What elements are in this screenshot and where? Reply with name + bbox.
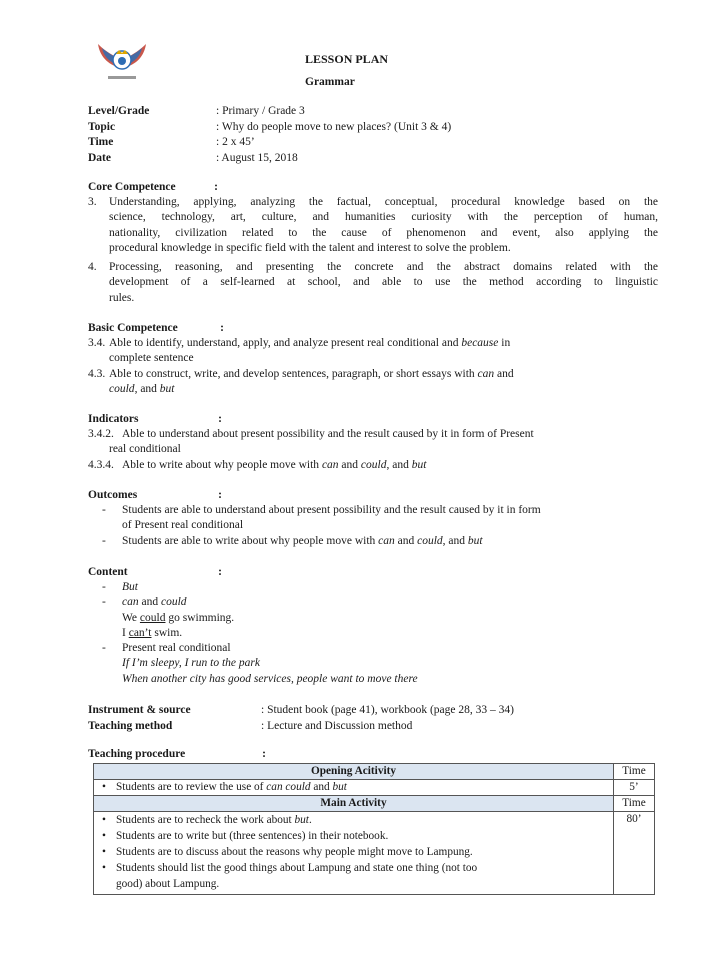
main-activity-cell	[94, 812, 614, 895]
section-colon: :	[218, 489, 222, 501]
italic-term: can	[122, 596, 139, 609]
text-line: rules.	[109, 291, 135, 304]
outcome-item-2	[88, 534, 658, 549]
table-row	[94, 796, 655, 812]
text-line: procedural knowledge in specific field with the talent and interest to solve the problem.	[109, 241, 511, 254]
info-value: : August 15, 2018	[216, 151, 298, 164]
text-line: nationality, civilization related to the cause of phenomenon and event, also applying the	[109, 226, 658, 239]
list-item: • Students are to write but (three sentences) in their notebook.	[98, 828, 609, 844]
opening-time-cell: 5’	[614, 780, 655, 796]
info-value: : Why do people move to new places? (Unit 3 & 4)	[216, 120, 452, 133]
text-span: go swimming.	[165, 611, 235, 624]
text-span: swim.	[151, 626, 183, 639]
italic-term: but	[467, 535, 483, 547]
section-heading: Basic Competence	[88, 322, 178, 334]
table-row	[94, 812, 655, 895]
text-line: Students are able to understand about present possibility and the result caused by it in form	[122, 504, 541, 516]
item-number: 4.	[88, 261, 97, 273]
time-header: Time	[614, 764, 655, 780]
opening-activity-cell	[94, 780, 614, 796]
info-value: : 2 x 45’	[216, 136, 255, 148]
text-span: and	[394, 535, 418, 547]
text-line: Processing, reasoning, and presenting the concrete and the abstract domains related with the	[109, 261, 658, 273]
section-colon: :	[218, 413, 222, 425]
dash-bullet: -	[102, 581, 106, 593]
text-span: and	[138, 596, 161, 609]
dash-bullet: -	[102, 535, 106, 547]
text-line: of Present real conditional	[122, 519, 244, 532]
dash-bullet: -	[102, 504, 106, 516]
underlined-term: can’t	[128, 626, 152, 639]
section-heading: Teaching procedure	[88, 748, 186, 760]
italic-term: can could	[266, 781, 311, 793]
italic-term: could	[360, 459, 387, 471]
indicator-item-2	[88, 458, 658, 473]
text-span: I	[122, 626, 129, 639]
dash-bullet: -	[102, 642, 106, 655]
content-list	[88, 580, 658, 687]
text-span: .	[308, 814, 312, 826]
italic-term: but	[332, 781, 347, 793]
teaching-procedure-table	[93, 763, 655, 895]
info-key: Time	[88, 136, 114, 148]
indicator-item-1	[88, 427, 658, 458]
text-span: Students should list the good things about Lampung and state one thing (not too	[116, 862, 478, 874]
item-number: 4.3.4.	[88, 459, 114, 471]
info-key: Instrument & source	[88, 704, 191, 716]
example-sentence: When another city has good services, people want to move there	[122, 672, 418, 685]
table-row	[94, 780, 655, 796]
teaching-procedure-heading	[88, 747, 266, 762]
text-line: complete sentence	[109, 352, 194, 365]
lesson-info	[88, 104, 451, 166]
text-span: , and	[442, 535, 468, 547]
document-title: LESSON PLAN	[305, 52, 389, 66]
text-span: , and	[134, 383, 160, 396]
list-item	[98, 860, 609, 892]
item-number: 4.3.	[88, 368, 106, 380]
text-span: good) about Lampung.	[116, 878, 220, 890]
text-span: and	[338, 459, 361, 471]
content-heading	[88, 565, 222, 580]
text-span: , and	[386, 459, 412, 471]
italic-term: because	[461, 337, 499, 349]
info-row-date	[88, 151, 451, 167]
italic-term: But	[122, 581, 138, 593]
text-span: Present real conditional	[122, 642, 231, 655]
section-heading: Content	[88, 566, 128, 578]
text-span: and	[494, 368, 514, 380]
text-line: science, technology, art, culture, and humanities curiosity with the perception of human,	[109, 211, 658, 224]
info-key: Level/Grade	[88, 105, 150, 117]
example-sentence	[88, 611, 658, 626]
text-span: Students are to review the use of	[116, 781, 267, 793]
item-number: 3.4.	[88, 337, 106, 349]
info-key: Date	[88, 151, 111, 164]
main-time-cell: 80’	[614, 812, 655, 895]
section-heading: Indicators	[88, 413, 139, 425]
text-span: Able to construct, write, and develop sentences, paragraph, or short essays with	[109, 368, 478, 380]
text-span: and	[310, 781, 333, 793]
section-colon: :	[214, 181, 218, 193]
italic-term: but	[294, 814, 309, 826]
info-row-time	[88, 135, 451, 151]
time-header: Time	[614, 796, 655, 812]
italic-term: but	[411, 459, 427, 471]
italic-term: can	[378, 535, 395, 547]
basic-competence-item-1	[88, 336, 648, 367]
text-line: Understanding, applying, analyzing the factual, conceptual, procedural knowledge based on the	[109, 196, 658, 208]
list-item: • Students are to discuss about the reasons why people might move to Lampung.	[98, 844, 609, 860]
indicators-heading	[88, 412, 222, 427]
dash-bullet: -	[102, 596, 106, 609]
basic-competence-heading	[88, 321, 224, 336]
info-value: : Lecture and Discussion method	[261, 719, 413, 732]
text-span: Able to write about why people move with	[122, 459, 322, 471]
info-row-level	[88, 104, 451, 120]
text-span: Students are to recheck the work about	[116, 814, 295, 826]
section-heading: Core Competence	[88, 181, 176, 193]
section-colon: :	[218, 566, 222, 578]
info-row-instrument	[88, 703, 514, 719]
resources-block	[88, 703, 514, 734]
italic-term: could	[109, 383, 135, 396]
info-row-topic	[88, 120, 451, 136]
opening-activity-header: Opening Acitivity	[94, 764, 614, 780]
info-key: Teaching method	[88, 719, 173, 732]
underlined-term: could	[139, 611, 166, 624]
italic-term: could	[417, 535, 443, 547]
info-key: Topic	[88, 120, 116, 133]
text-span: Students are able to write about why people move with	[122, 535, 379, 547]
main-activity-header: Main Activity	[94, 796, 614, 812]
text-line: Able to understand about present possibility and the result caused by it in form of Present	[122, 428, 534, 440]
school-crest-icon	[92, 38, 152, 88]
italic-term: can	[321, 459, 339, 471]
italic-term: but	[159, 383, 175, 396]
italic-term: could	[160, 596, 187, 609]
outcomes-heading	[88, 488, 222, 503]
core-competence-item-4	[88, 260, 658, 306]
section-colon: :	[220, 322, 224, 334]
info-row-method	[88, 719, 514, 735]
example-sentence: If I’m sleepy, I run to the park	[122, 657, 260, 670]
example-sentence	[88, 626, 658, 641]
outcome-item-1	[88, 503, 658, 534]
text-span: in	[498, 337, 511, 349]
italic-term: can	[477, 368, 495, 380]
info-value: : Student book (page 41), workbook (page 28, 33 – 34)	[261, 704, 514, 716]
item-number: 3.	[88, 196, 97, 208]
core-competence-heading	[88, 180, 218, 195]
text-line: real conditional	[109, 443, 181, 456]
item-number: 3.4.2.	[88, 428, 114, 440]
text-line: development of a self-learned at school, and able to use the method according to linguistic	[109, 276, 658, 289]
text-span: We	[122, 611, 140, 624]
section-heading: Outcomes	[88, 489, 138, 501]
info-value: : Primary / Grade 3	[216, 105, 305, 117]
text-span: Able to identify, understand, apply, and analyze present real conditional and	[109, 337, 462, 349]
document-subtitle: Grammar	[305, 76, 355, 88]
core-competence-item-3	[88, 195, 658, 256]
basic-competence-item-2	[88, 367, 648, 398]
section-colon: :	[262, 748, 266, 760]
table-row	[94, 764, 655, 780]
